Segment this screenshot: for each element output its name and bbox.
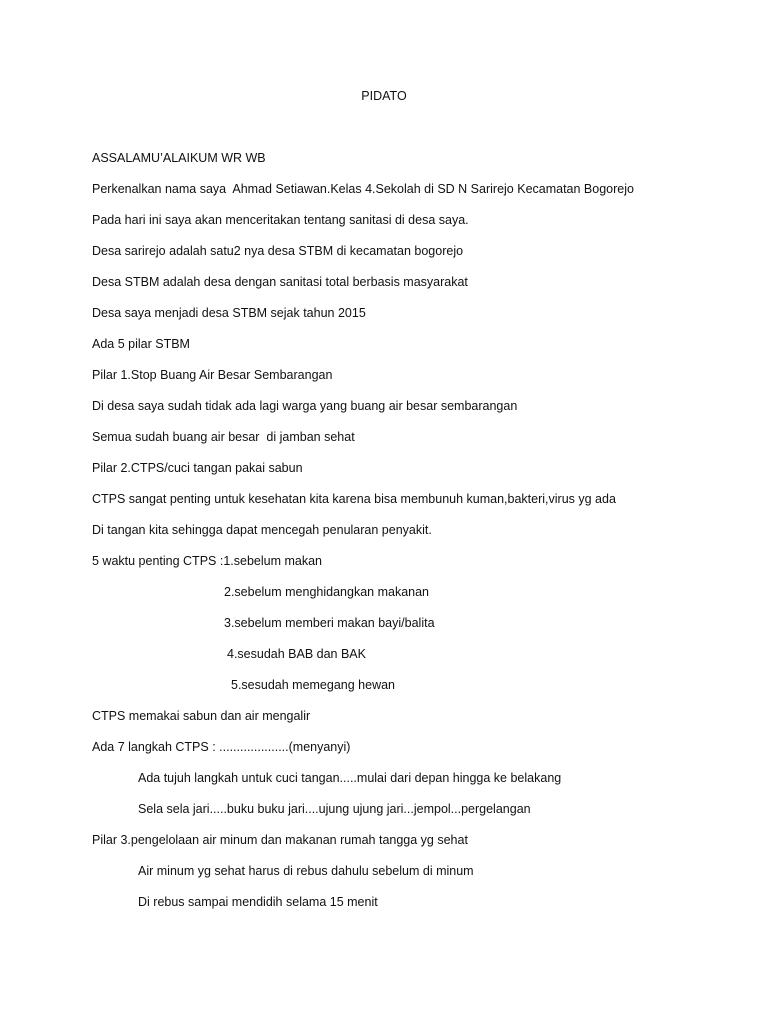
text-line: Di desa saya sudah tidak ada lagi warga yang buang air besar sembarangan <box>92 399 518 413</box>
text-line: Di tangan kita sehingga dapat mencegah penularan penyakit. <box>92 523 432 537</box>
list-item: 2.sebelum menghidangkan makanan <box>224 585 429 599</box>
list-intro-line: 5 waktu penting CTPS :1.sebelum makan <box>92 554 322 568</box>
indented-line: Di rebus sampai mendidih selama 15 menit <box>138 895 378 909</box>
text-line-introduction: Perkenalkan nama saya Ahmad Setiawan.Kelas 4.Sekolah di SD N Sarirejo Kecamatan Bogorejo <box>92 182 634 196</box>
pillar-heading-3: Pilar 3.pengelolaan air minum dan makanan rumah tangga yg sehat <box>92 833 468 847</box>
list-item: 3.sebelum memberi makan bayi/balita <box>224 616 435 630</box>
text-line: Ada 5 pilar STBM <box>92 337 190 351</box>
text-line: Semua sudah buang air besar di jamban sehat <box>92 430 355 444</box>
song-line: Sela sela jari.....buku buku jari....ujung ujung jari...jempol...pergelangan <box>138 802 531 816</box>
text-line: Desa saya menjadi desa STBM sejak tahun 2015 <box>92 306 366 320</box>
list-item: 5.sesudah memegang hewan <box>231 678 396 692</box>
text-line: CTPS memakai sabun dan air mengalir <box>92 709 311 723</box>
indented-line: Air minum yg sehat harus di rebus dahulu sebelum di minum <box>138 864 474 878</box>
greeting-line: ASSALAMU’ALAIKUM WR WB <box>92 151 266 165</box>
text-line: Pada hari ini saya akan menceritakan tentang sanitasi di desa saya. <box>92 213 469 227</box>
text-line: Desa STBM adalah desa dengan sanitasi total berbasis masyarakat <box>92 275 468 289</box>
document-title: PIDATO <box>361 89 407 103</box>
text-line: Desa sarirejo adalah satu2 nya desa STBM di kecamatan bogorejo <box>92 244 464 258</box>
pillar-heading-2: Pilar 2.CTPS/cuci tangan pakai sabun <box>92 461 303 475</box>
text-line: CTPS sangat penting untuk kesehatan kita karena bisa membunuh kuman,bakteri,virus yg ada <box>92 492 616 506</box>
list-item: 4.sesudah BAB dan BAK <box>227 647 366 661</box>
song-line: Ada tujuh langkah untuk cuci tangan.....mulai dari depan hingga ke belakang <box>138 771 562 785</box>
text-line: Ada 7 langkah CTPS : ....................(menyanyi) <box>92 740 351 754</box>
pillar-heading-1: Pilar 1.Stop Buang Air Besar Sembarangan <box>92 368 333 382</box>
